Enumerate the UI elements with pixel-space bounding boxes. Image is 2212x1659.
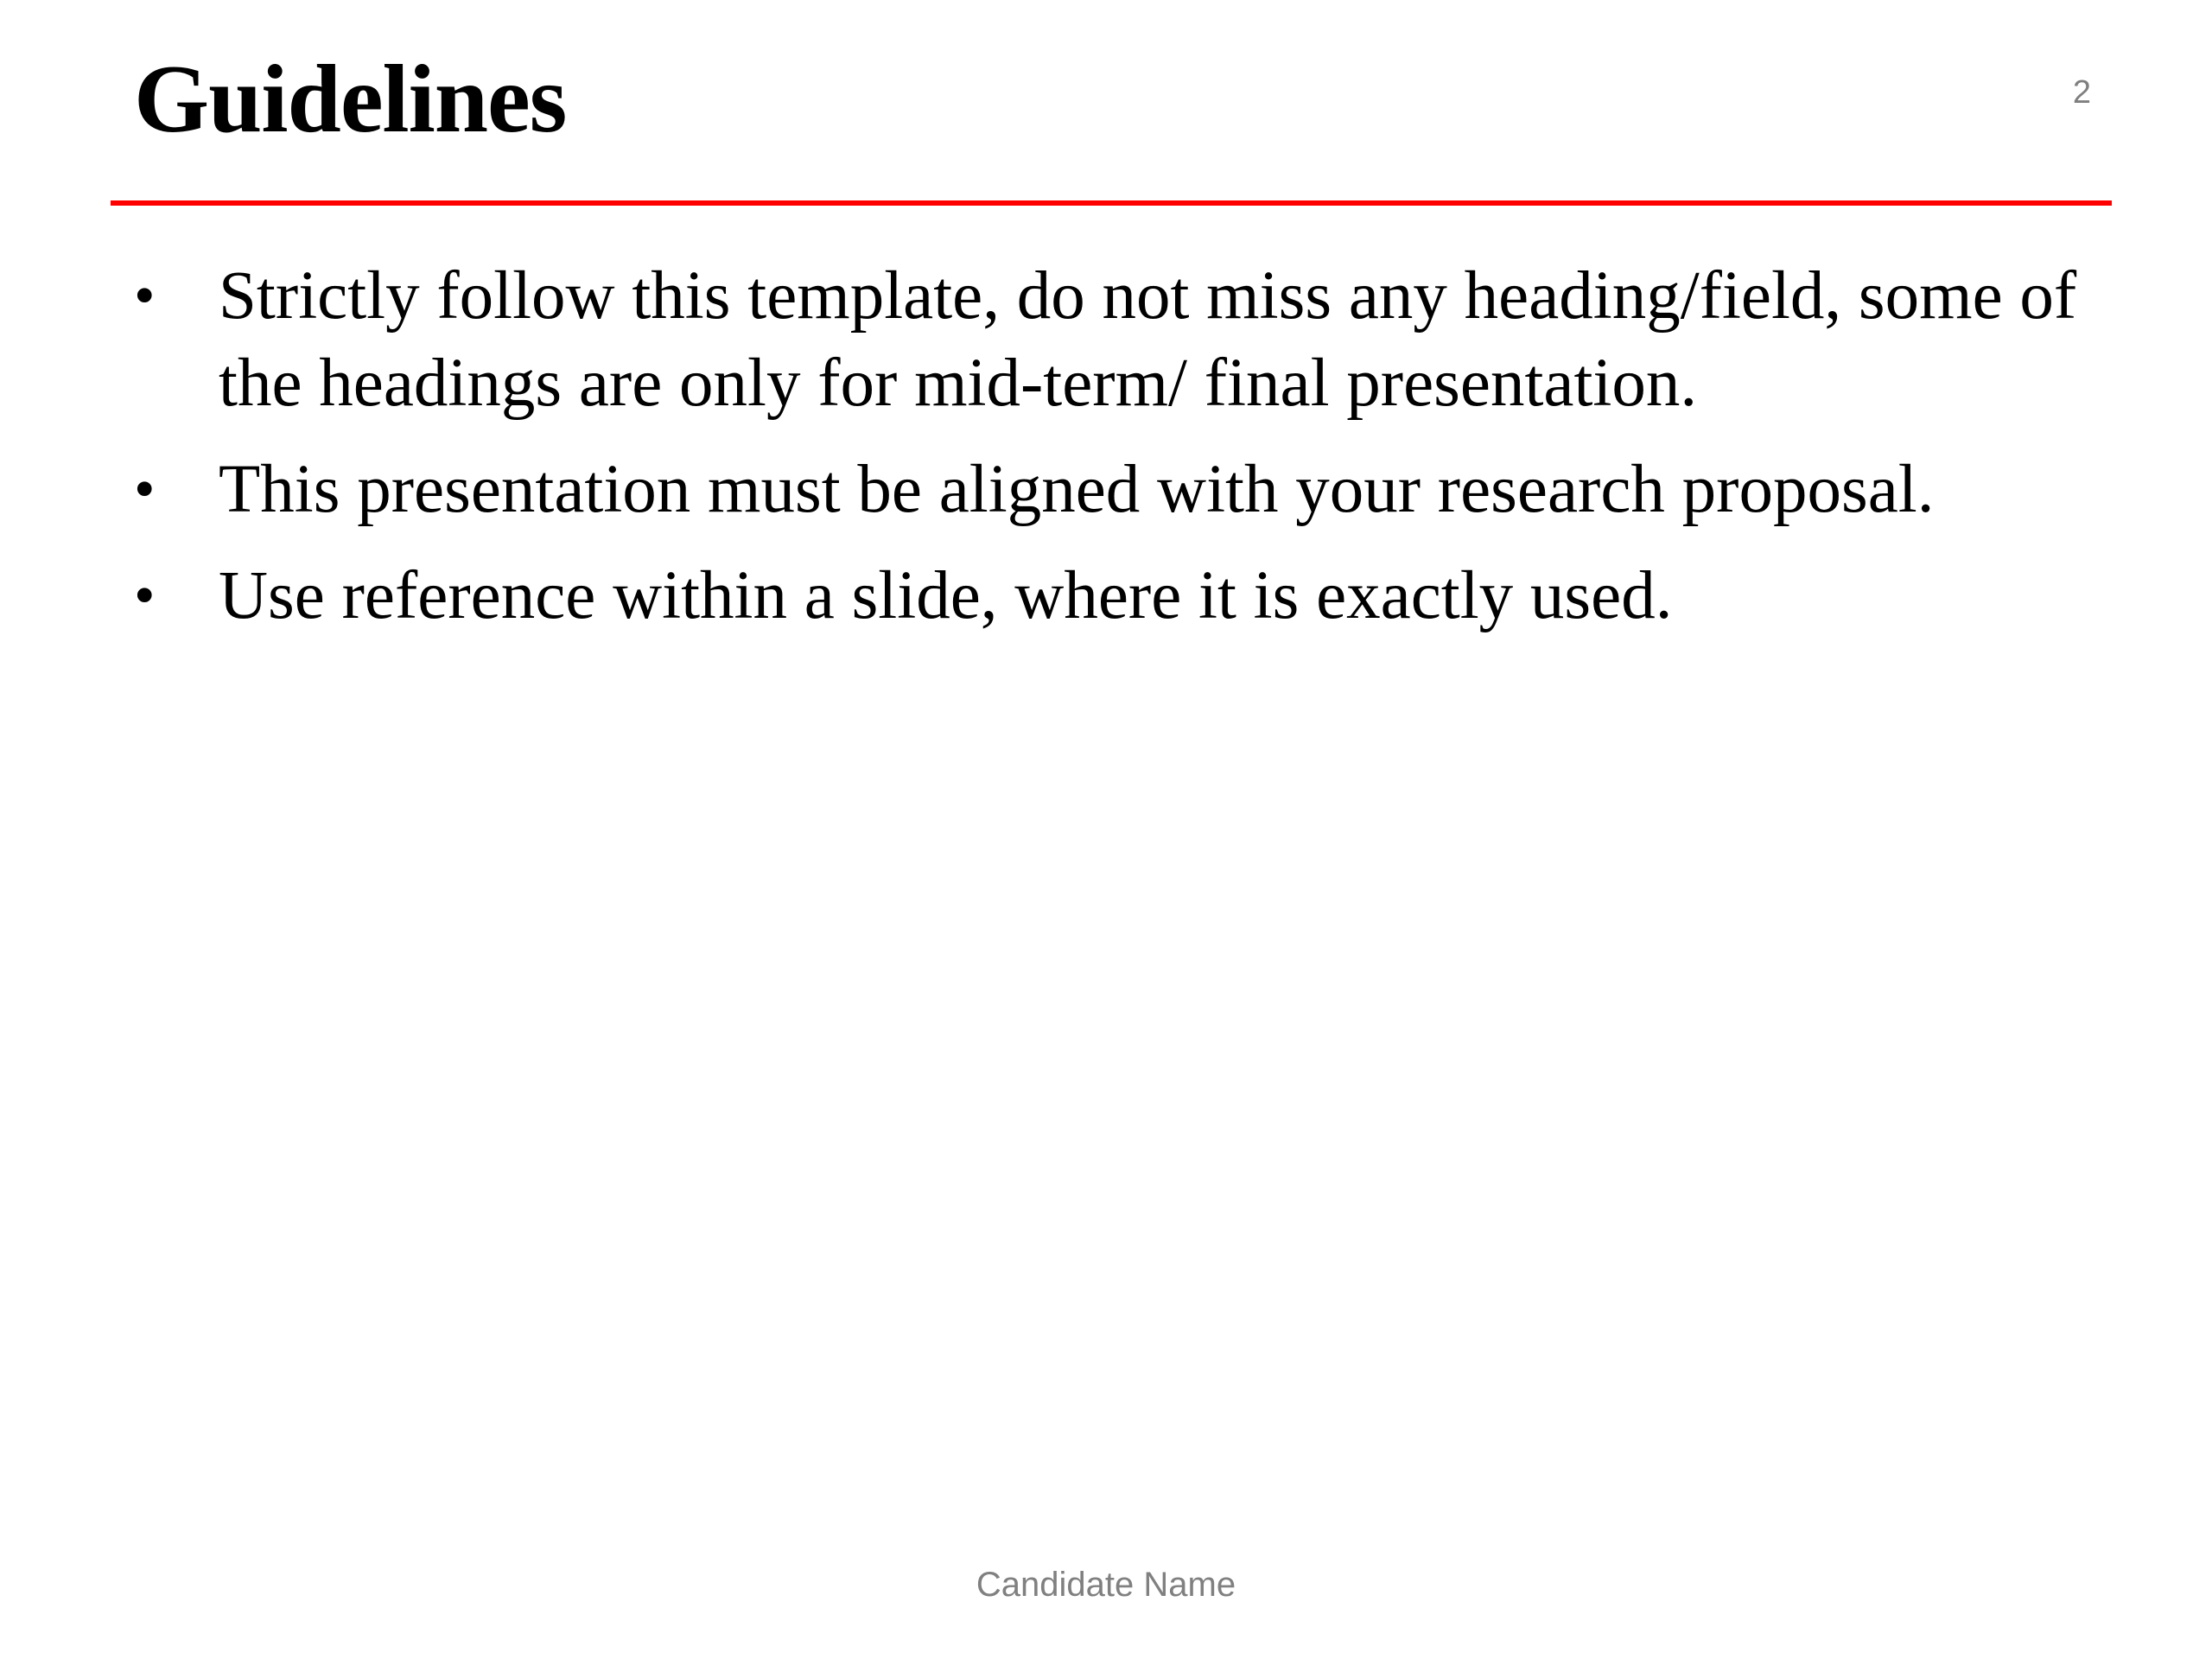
bullet-text: This presentation must be aligned with your research proposal. (219, 452, 1935, 527)
bullet-dot-icon: • (134, 456, 156, 523)
bullet-list (134, 252, 2121, 658)
bullet-text: Strictly follow this template, do not miss any heading/field, some of the headings are only for mid-term/ final presentation. (219, 258, 2077, 421)
bullet-item (134, 446, 2121, 533)
bullet-dot-icon: • (134, 263, 156, 329)
bullet-item (134, 252, 2121, 427)
slide-number: 2 (2072, 74, 2091, 111)
bullet-text: Use reference within a slide, where it is exactly used. (219, 558, 1673, 633)
bullet-item (134, 552, 2121, 639)
footer-candidate-name: Candidate Name (976, 1566, 1236, 1604)
slide-title: Guidelines (134, 46, 567, 153)
bullet-dot-icon: • (134, 563, 156, 629)
title-divider (111, 200, 2112, 206)
